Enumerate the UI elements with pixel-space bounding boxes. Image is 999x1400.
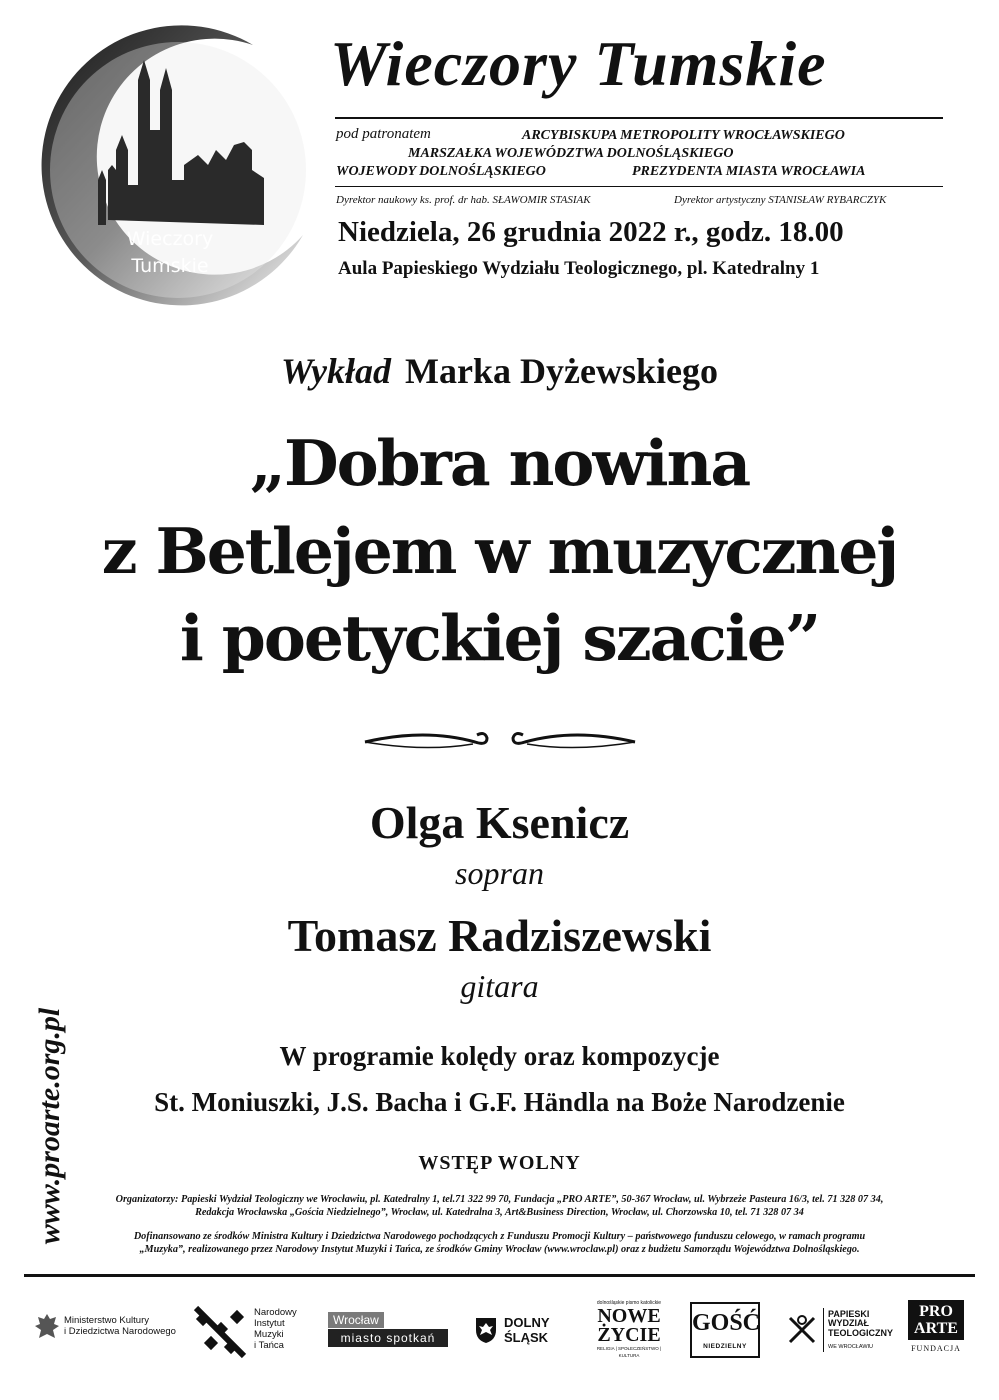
wieczory-tumskie-logo [38, 20, 328, 310]
organizers-line-2: Redakcja Wrocławska „Gościa Niedzielnego”, Wrocław, ul. Katedralna 3, Art&Business Direction, Wrocław, ul. Chorzowska 10, tel. 71 328 07 34 [195, 1207, 804, 1218]
ministry-name: Ministerstwo Kultury i Dziedzictwa Narodowego [64, 1315, 176, 1337]
brand-title: Wieczory Tumskie [330, 28, 827, 99]
lecturer-name: Marka Dyżewskiego [405, 351, 718, 391]
organizers-line-1: Organizatorzy: Papieski Wydział Teologiczny we Wrocławiu, pl. Katedralny 1, tel.71 322 99 70, Fundacja „PRO ARTE”, 50-367 Wrocław, ul. Wybrzeże Pasteura 16/3, tel. 71 328 07 34, [115, 1194, 884, 1205]
side-website-url[interactable]: www.proarte.org.pl [33, 1007, 66, 1245]
wroclaw-slogan: miasto spotkań [328, 1329, 448, 1347]
sponsor-pwt [786, 1308, 896, 1352]
program-line-2: St. Moniuszki, J.S. Bacha i G.F. Händla na Boże Narodzenie [154, 1087, 845, 1117]
performer-2-name: Tomasz Radziszewski [287, 910, 712, 961]
nowe-zycie-tagline: dolnośląskie pismo katolickie [596, 1300, 662, 1306]
sponsor-nimit [192, 1304, 312, 1360]
performer-1-role: sopran [455, 855, 544, 891]
ornament-flourish [355, 722, 645, 762]
event-date-time: Niedziela, 26 grudnia 2022 r., godz. 18.00 [338, 216, 844, 248]
event-title-line-2: z Betlejem w muzycznej [101, 514, 898, 588]
patron-marshal: MARSZAŁKA WOJEWÓDZTWA DOLNOŚLĄSKIEGO [408, 146, 734, 161]
event-venue: Aula Papieskiego Wydziału Teologicznego, pl. Katedralny 1 [338, 258, 820, 279]
wroclaw-label: Wrocław [328, 1312, 384, 1328]
funding-line-1: Dofinansowano ze środków Ministra Kultury i Dziedzictwa Narodowego pochodzących z Funduszu Promocji Kultury – państwowego funduszu celowego, w ramach programu [133, 1231, 866, 1242]
sponsor-wroclaw [328, 1312, 448, 1348]
patron-mayor: PREZYDENTA MIASTA WROCŁAWIA [632, 164, 866, 179]
nimit-name: Narodowy Instytut Muzyki i Tańca [254, 1307, 297, 1351]
logo-text-line1: Wieczory [126, 228, 214, 250]
sponsor-ministry [34, 1310, 184, 1350]
eagle-emblem-icon [34, 1312, 60, 1344]
nowe-zycie-title: NOWE ŻYCIE [597, 1305, 661, 1346]
footer-divider [24, 1274, 975, 1277]
sponsor-gosc-niedzielny [690, 1302, 760, 1358]
gosc-subtitle: NIEDZIELNY [703, 1343, 747, 1350]
crossed-keys-icon [786, 1314, 818, 1346]
lecture-label: Wykład [281, 351, 392, 391]
pro-arte-title: PRO ARTE [908, 1300, 964, 1340]
event-title-line-3: i poetyckiej szacie” [179, 601, 820, 675]
shield-eagle-icon [474, 1316, 498, 1344]
patron-archbishop: ARCYBISKUPA METROPOLITY WROCŁAWSKIEGO [522, 128, 845, 143]
event-title-line-1: „Dobra nowina [249, 426, 750, 500]
program-line-1: W programie kolędy oraz kompozycje [279, 1041, 720, 1071]
header-divider [335, 186, 943, 187]
patronage-label: pod patronatem [336, 126, 431, 142]
pwt-name: PAPIESKI WYDZIAŁ TEOLOGICZNY [828, 1309, 893, 1338]
sponsor-dolny-slask [474, 1312, 570, 1348]
funding-line-2: „Muzyka”, realizowanego przez Narodowy Instytut Muzyki i Tańca, ze środków Gminy Wrocław (www.wroclaw.pl) oraz z budżetu Samorządu Województwa Dolnośląskiego. [139, 1244, 860, 1255]
scientific-director: Dyrektor naukowy ks. prof. dr hab. SŁAWOMIR STASIAK [336, 194, 591, 206]
admission-note: WSTĘP WOLNY [418, 1152, 581, 1174]
dolny-slask-name: DOLNY ŚLĄSK [504, 1315, 550, 1345]
sponsor-pro-arte [908, 1300, 964, 1366]
pwt-divider [823, 1308, 824, 1352]
pro-arte-subtitle: FUNDACJA [911, 1344, 961, 1353]
performer-2-role: gitara [460, 968, 539, 1004]
nimit-mark-icon [192, 1304, 248, 1360]
pwt-city: WE WROCŁAWIU [828, 1344, 874, 1350]
lecture-line [0, 352, 999, 392]
patron-voivode: WOJEWODY DOLNOŚLĄSKIEGO [336, 164, 546, 179]
logo-text-line2: Tumskie [131, 255, 209, 277]
performer-1-name: Olga Ksenicz [369, 797, 630, 848]
gosc-title: GOŚĆ [692, 1310, 761, 1336]
brand-divider [335, 117, 943, 119]
nowe-zycie-subtitle: RELIGIA | SPOŁECZEŃSTWO | KULTURA [596, 1346, 662, 1358]
artistic-director: Dyrektor artystyczny STANISŁAW RYBARCZYK [674, 194, 887, 206]
sponsor-nowe-zycie [590, 1300, 668, 1360]
